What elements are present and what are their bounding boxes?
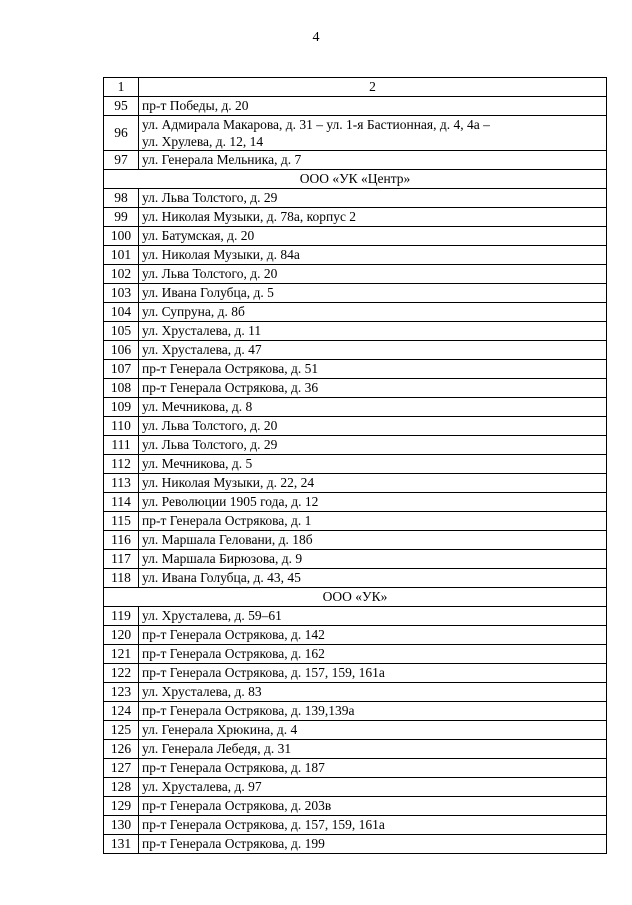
row-address: ул. Николая Музыки, д. 78а, корпус 2 [139, 208, 607, 227]
section-header-row [104, 588, 607, 607]
row-number: 115 [104, 512, 139, 531]
table-row [104, 116, 607, 151]
row-address: ул. Генерала Лебедя, д. 31 [139, 740, 607, 759]
row-address [139, 116, 607, 151]
row-address: ул. Хрусталева, д. 59–61 [139, 607, 607, 626]
row-number: 122 [104, 664, 139, 683]
row-number: 101 [104, 246, 139, 265]
row-number: 118 [104, 569, 139, 588]
row-number: 105 [104, 322, 139, 341]
row-address: ул. Батумская, д. 20 [139, 227, 607, 246]
row-address: пр-т Генерала Острякова, д. 162 [139, 645, 607, 664]
row-number: 120 [104, 626, 139, 645]
table-row [104, 512, 607, 531]
row-number: 108 [104, 379, 139, 398]
row-address: пр-т Победы, д. 20 [139, 97, 607, 116]
table-row [104, 246, 607, 265]
row-number: 126 [104, 740, 139, 759]
table-row [104, 835, 607, 854]
table-row [104, 797, 607, 816]
row-address: пр-т Генерала Острякова, д. 36 [139, 379, 607, 398]
row-number: 103 [104, 284, 139, 303]
row-address: ул. Генерала Мельника, д. 7 [139, 151, 607, 170]
row-address: ул. Хрусталева, д. 97 [139, 778, 607, 797]
header-col-1: 1 [104, 78, 139, 97]
row-address: ул. Льва Толстого, д. 29 [139, 436, 607, 455]
header-col-2: 2 [139, 78, 607, 97]
table-row [104, 607, 607, 626]
row-number: 109 [104, 398, 139, 417]
row-address: ул. Революции 1905 года, д. 12 [139, 493, 607, 512]
row-address: пр-т Генерала Острякова, д. 1 [139, 512, 607, 531]
table-row [104, 569, 607, 588]
row-number: 96 [104, 116, 139, 151]
table-row [104, 626, 607, 645]
row-address: ул. Николая Музыки, д. 22, 24 [139, 474, 607, 493]
row-address: ул. Мечникова, д. 5 [139, 455, 607, 474]
row-address: ул. Льва Толстого, д. 29 [139, 189, 607, 208]
table-row [104, 97, 607, 116]
table-row [104, 683, 607, 702]
row-number: 116 [104, 531, 139, 550]
row-number: 131 [104, 835, 139, 854]
row-address: ул. Ивана Голубца, д. 43, 45 [139, 569, 607, 588]
row-address: ул. Хрусталева, д. 11 [139, 322, 607, 341]
row-number: 124 [104, 702, 139, 721]
row-address: пр-т Генерала Острякова, д. 157, 159, 161а [139, 664, 607, 683]
row-number: 104 [104, 303, 139, 322]
table-row [104, 151, 607, 170]
table-row [104, 398, 607, 417]
row-address: пр-т Генерала Острякова, д. 139,139а [139, 702, 607, 721]
row-number: 99 [104, 208, 139, 227]
row-address: ул. Хрусталева, д. 47 [139, 341, 607, 360]
row-number: 127 [104, 759, 139, 778]
row-address: пр-т Генерала Острякова, д. 142 [139, 626, 607, 645]
address-table [103, 77, 607, 854]
row-number: 117 [104, 550, 139, 569]
table-row [104, 341, 607, 360]
table-row [104, 740, 607, 759]
row-address-line-1: ул. Адмирала Макарова, д. 31 – ул. 1-я Бастионная, д. 4, 4а – [142, 117, 490, 132]
table-row [104, 360, 607, 379]
table-row [104, 417, 607, 436]
table-row [104, 664, 607, 683]
table-row [104, 455, 607, 474]
row-address: ул. Ивана Голубца, д. 5 [139, 284, 607, 303]
row-address: пр-т Генерала Острякова, д. 157, 159, 161а [139, 816, 607, 835]
row-number: 113 [104, 474, 139, 493]
row-number: 125 [104, 721, 139, 740]
section-header-row [104, 170, 607, 189]
table-row [104, 531, 607, 550]
row-number: 95 [104, 97, 139, 116]
row-address: ул. Хрусталева, д. 83 [139, 683, 607, 702]
row-number: 98 [104, 189, 139, 208]
row-address: пр-т Генерала Острякова, д. 199 [139, 835, 607, 854]
table-row [104, 265, 607, 284]
row-address: ул. Генерала Хрюкина, д. 4 [139, 721, 607, 740]
section-title: ООО «УК «Центр» [104, 170, 607, 189]
table-row [104, 550, 607, 569]
row-address: пр-т Генерала Острякова, д. 187 [139, 759, 607, 778]
table-row [104, 189, 607, 208]
table-row [104, 816, 607, 835]
table-row [104, 645, 607, 664]
table-row [104, 759, 607, 778]
table-row [104, 474, 607, 493]
page-number: 4 [312, 30, 320, 45]
address-table-body [104, 78, 607, 854]
row-number: 114 [104, 493, 139, 512]
row-address: ул. Льва Толстого, д. 20 [139, 417, 607, 436]
table-row [104, 721, 607, 740]
row-number: 128 [104, 778, 139, 797]
row-number: 123 [104, 683, 139, 702]
row-address: пр-т Генерала Острякова, д. 203в [139, 797, 607, 816]
table-row [104, 379, 607, 398]
table-row [104, 303, 607, 322]
table-row [104, 284, 607, 303]
table-row [104, 702, 607, 721]
row-number: 130 [104, 816, 139, 835]
table-header-row [104, 78, 607, 97]
table-row [104, 778, 607, 797]
row-address: ул. Маршала Геловани, д. 18б [139, 531, 607, 550]
row-address: ул. Льва Толстого, д. 20 [139, 265, 607, 284]
section-title: ООО «УК» [104, 588, 607, 607]
row-address-line-2: ул. Хрулева, д. 12, 14 [142, 134, 264, 149]
row-address: ул. Николая Музыки, д. 84а [139, 246, 607, 265]
row-number: 106 [104, 341, 139, 360]
table-row [104, 493, 607, 512]
row-address: ул. Супруна, д. 8б [139, 303, 607, 322]
row-number: 110 [104, 417, 139, 436]
row-number: 107 [104, 360, 139, 379]
row-number: 97 [104, 151, 139, 170]
table-row [104, 436, 607, 455]
row-address: пр-т Генерала Острякова, д. 51 [139, 360, 607, 379]
row-number: 119 [104, 607, 139, 626]
row-address: ул. Мечникова, д. 8 [139, 398, 607, 417]
row-number: 112 [104, 455, 139, 474]
table-row [104, 208, 607, 227]
table-row [104, 227, 607, 246]
row-number: 100 [104, 227, 139, 246]
row-number: 111 [104, 436, 139, 455]
row-number: 129 [104, 797, 139, 816]
table-row [104, 322, 607, 341]
row-number: 121 [104, 645, 139, 664]
row-address: ул. Маршала Бирюзова, д. 9 [139, 550, 607, 569]
row-number: 102 [104, 265, 139, 284]
